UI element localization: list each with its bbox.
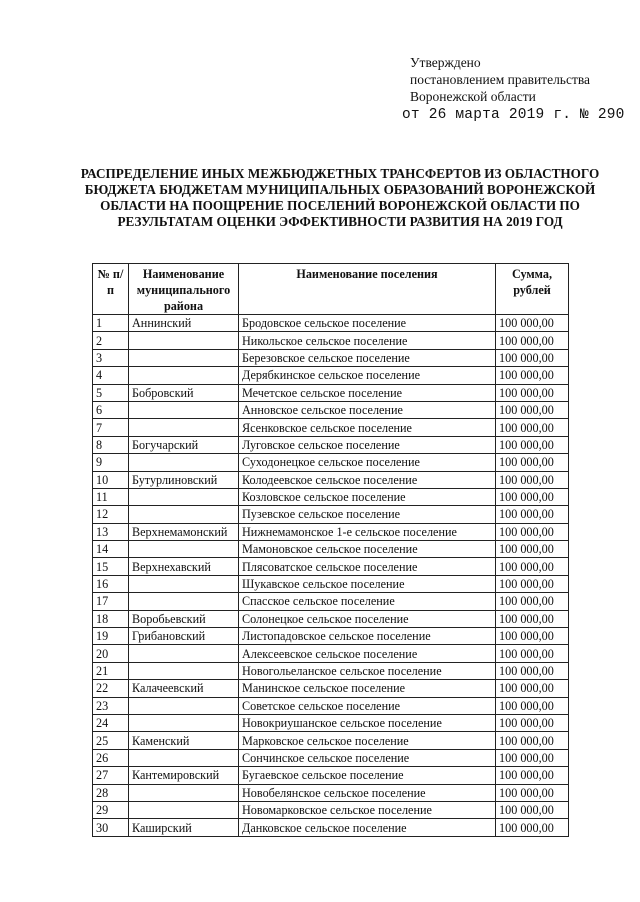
- settlement-name: Мамоновское сельское поселение: [239, 541, 496, 558]
- table-row: [93, 749, 569, 766]
- settlement-name: Новогольеланское сельское поселение: [239, 662, 496, 679]
- amount: 100 000,00: [496, 662, 569, 679]
- approval-line-1: Утверждено: [410, 55, 481, 70]
- amount: 100 000,00: [496, 315, 569, 332]
- district-name: [129, 784, 239, 801]
- district-name: [129, 488, 239, 505]
- settlement-name: Марковское сельское поселение: [239, 732, 496, 749]
- amount: 100 000,00: [496, 419, 569, 436]
- row-number: 14: [93, 541, 129, 558]
- row-number: 7: [93, 419, 129, 436]
- district-name: Калачеевский: [129, 680, 239, 697]
- row-number: 6: [93, 401, 129, 418]
- district-name: [129, 645, 239, 662]
- row-number: 17: [93, 593, 129, 610]
- settlement-name: Ясенковское сельское поселение: [239, 419, 496, 436]
- row-number: 5: [93, 384, 129, 401]
- table-row: [93, 401, 569, 418]
- district-name: Бутурлиновский: [129, 471, 239, 488]
- table-row: [93, 697, 569, 714]
- settlement-name: Дерябкинское сельское поселение: [239, 367, 496, 384]
- settlement-name: Мечетское сельское поселение: [239, 384, 496, 401]
- district-name: Бобровский: [129, 384, 239, 401]
- amount: 100 000,00: [496, 714, 569, 731]
- approval-date: от 26 марта 2019 г. № 290: [402, 107, 625, 123]
- district-name: [129, 541, 239, 558]
- district-name: [129, 714, 239, 731]
- table-row: [93, 610, 569, 627]
- row-number: 9: [93, 454, 129, 471]
- amount: 100 000,00: [496, 575, 569, 592]
- amount: 100 000,00: [496, 558, 569, 575]
- amount: 100 000,00: [496, 680, 569, 697]
- settlement-name: Пузевское сельское поселение: [239, 506, 496, 523]
- table-row: [93, 523, 569, 540]
- amount: 100 000,00: [496, 401, 569, 418]
- amount: 100 000,00: [496, 697, 569, 714]
- district-name: [129, 506, 239, 523]
- amount: 100 000,00: [496, 767, 569, 784]
- header-district: Наименование муниципального района: [129, 264, 239, 315]
- row-number: 23: [93, 697, 129, 714]
- settlement-name: Шукавское сельское поселение: [239, 575, 496, 592]
- header-amount: Сумма, рублей: [496, 264, 569, 315]
- amount: 100 000,00: [496, 593, 569, 610]
- table-row: [93, 714, 569, 731]
- amount: 100 000,00: [496, 749, 569, 766]
- amount: 100 000,00: [496, 610, 569, 627]
- district-name: Аннинский: [129, 315, 239, 332]
- distribution-table: [92, 263, 569, 837]
- row-number: 4: [93, 367, 129, 384]
- district-name: [129, 662, 239, 679]
- table-row: [93, 367, 569, 384]
- settlement-name: Плясоватское сельское поселение: [239, 558, 496, 575]
- approval-block: [402, 54, 625, 124]
- settlement-name: Козловское сельское поселение: [239, 488, 496, 505]
- settlement-name: Алексеевское сельское поселение: [239, 645, 496, 662]
- amount: 100 000,00: [496, 454, 569, 471]
- table-row: [93, 541, 569, 558]
- row-number: 8: [93, 436, 129, 453]
- settlement-name: Советское сельское поселение: [239, 697, 496, 714]
- table-row: [93, 784, 569, 801]
- district-name: Богучарский: [129, 436, 239, 453]
- row-number: 1: [93, 315, 129, 332]
- settlement-name: Солонецкое сельское поселение: [239, 610, 496, 627]
- settlement-name: Суходонецкое сельское поселение: [239, 454, 496, 471]
- amount: 100 000,00: [496, 732, 569, 749]
- district-name: Верхнехавский: [129, 558, 239, 575]
- document-title: РАСПРЕДЕЛЕНИЕ ИНЫХ МЕЖБЮДЖЕТНЫХ ТРАНСФЕРТОВ ИЗ ОБЛАСТНОГО БЮДЖЕТА БЮДЖЕТАМ МУНИЦИПАЛЬНЫХ ОБРАЗОВАНИЙ ВОРОНЕЖСКОЙ ОБЛАСТИ НА ПООЩРЕНИЕ ПОСЕЛЕНИЙ ВОРОНЕЖСКОЙ ОБЛАСТИ ПО РЕЗУЛЬТАТАМ ОЦЕНКИ ЭФФЕКТИВНОСТИ РАЗВИТИЯ НА 2019 ГОД: [80, 166, 600, 229]
- amount: 100 000,00: [496, 436, 569, 453]
- table-row: [93, 593, 569, 610]
- district-name: [129, 349, 239, 366]
- table-row: [93, 767, 569, 784]
- settlement-name: Новокриушанское сельское поселение: [239, 714, 496, 731]
- district-name: Кантемировский: [129, 767, 239, 784]
- district-name: [129, 801, 239, 818]
- table-row: [93, 349, 569, 366]
- table-row: [93, 819, 569, 836]
- amount: 100 000,00: [496, 801, 569, 818]
- amount: 100 000,00: [496, 523, 569, 540]
- row-number: 15: [93, 558, 129, 575]
- row-number: 21: [93, 662, 129, 679]
- table-row: [93, 558, 569, 575]
- table-row: [93, 680, 569, 697]
- table-row: [93, 575, 569, 592]
- settlement-name: Никольское сельское поселение: [239, 332, 496, 349]
- district-name: [129, 697, 239, 714]
- settlement-name: Анновское сельское поселение: [239, 401, 496, 418]
- settlement-name: Березовское сельское поселение: [239, 349, 496, 366]
- table-body: [93, 315, 569, 837]
- settlement-name: Манинское сельское поселение: [239, 680, 496, 697]
- amount: 100 000,00: [496, 384, 569, 401]
- district-name: [129, 593, 239, 610]
- approval-line-2: постановлением правительства: [410, 72, 591, 87]
- table-row: [93, 419, 569, 436]
- table-row: [93, 315, 569, 332]
- header-number: № п/п: [93, 264, 129, 315]
- table-row: [93, 645, 569, 662]
- row-number: 2: [93, 332, 129, 349]
- table-row: [93, 662, 569, 679]
- header-settlement: Наименование поселения: [239, 264, 496, 315]
- settlement-name: Сончинское сельское поселение: [239, 749, 496, 766]
- row-number: 12: [93, 506, 129, 523]
- row-number: 20: [93, 645, 129, 662]
- settlement-name: Листопадовское сельское поселение: [239, 628, 496, 645]
- row-number: 29: [93, 801, 129, 818]
- district-name: Каширский: [129, 819, 239, 836]
- amount: 100 000,00: [496, 628, 569, 645]
- district-name: [129, 419, 239, 436]
- row-number: 10: [93, 471, 129, 488]
- settlement-name: Нижнемамонское 1-е сельское поселение: [239, 523, 496, 540]
- settlement-name: Спасское сельское поселение: [239, 593, 496, 610]
- district-name: [129, 575, 239, 592]
- settlement-name: Колодеевское сельское поселение: [239, 471, 496, 488]
- table-row: [93, 801, 569, 818]
- district-name: [129, 454, 239, 471]
- row-number: 19: [93, 628, 129, 645]
- row-number: 11: [93, 488, 129, 505]
- settlement-name: Данковское сельское поселение: [239, 819, 496, 836]
- settlement-name: Бродовское сельское поселение: [239, 315, 496, 332]
- row-number: 24: [93, 714, 129, 731]
- amount: 100 000,00: [496, 541, 569, 558]
- settlement-name: Луговское сельское поселение: [239, 436, 496, 453]
- table-row: [93, 436, 569, 453]
- amount: 100 000,00: [496, 819, 569, 836]
- district-name: [129, 332, 239, 349]
- row-number: 13: [93, 523, 129, 540]
- table-row: [93, 384, 569, 401]
- amount: 100 000,00: [496, 645, 569, 662]
- table-row: [93, 628, 569, 645]
- district-name: [129, 749, 239, 766]
- row-number: 28: [93, 784, 129, 801]
- district-name: [129, 367, 239, 384]
- row-number: 3: [93, 349, 129, 366]
- amount: 100 000,00: [496, 471, 569, 488]
- district-name: Грибановский: [129, 628, 239, 645]
- table-row: [93, 732, 569, 749]
- settlement-name: Новобелянское сельское поселение: [239, 784, 496, 801]
- row-number: 16: [93, 575, 129, 592]
- settlement-name: Бугаевское сельское поселение: [239, 767, 496, 784]
- amount: 100 000,00: [496, 488, 569, 505]
- table-row: [93, 454, 569, 471]
- row-number: 26: [93, 749, 129, 766]
- approval-line-3: Воронежской области: [410, 89, 536, 104]
- district-name: Каменский: [129, 732, 239, 749]
- table-row: [93, 488, 569, 505]
- table-row: [93, 506, 569, 523]
- row-number: 27: [93, 767, 129, 784]
- table-row: [93, 332, 569, 349]
- row-number: 30: [93, 819, 129, 836]
- amount: 100 000,00: [496, 332, 569, 349]
- row-number: 18: [93, 610, 129, 627]
- district-name: Верхнемамонский: [129, 523, 239, 540]
- district-name: Воробьевский: [129, 610, 239, 627]
- settlement-name: Новомарковское сельское поселение: [239, 801, 496, 818]
- amount: 100 000,00: [496, 784, 569, 801]
- amount: 100 000,00: [496, 367, 569, 384]
- amount: 100 000,00: [496, 506, 569, 523]
- amount: 100 000,00: [496, 349, 569, 366]
- row-number: 22: [93, 680, 129, 697]
- table-header-row: [93, 264, 569, 315]
- row-number: 25: [93, 732, 129, 749]
- district-name: [129, 401, 239, 418]
- table-row: [93, 471, 569, 488]
